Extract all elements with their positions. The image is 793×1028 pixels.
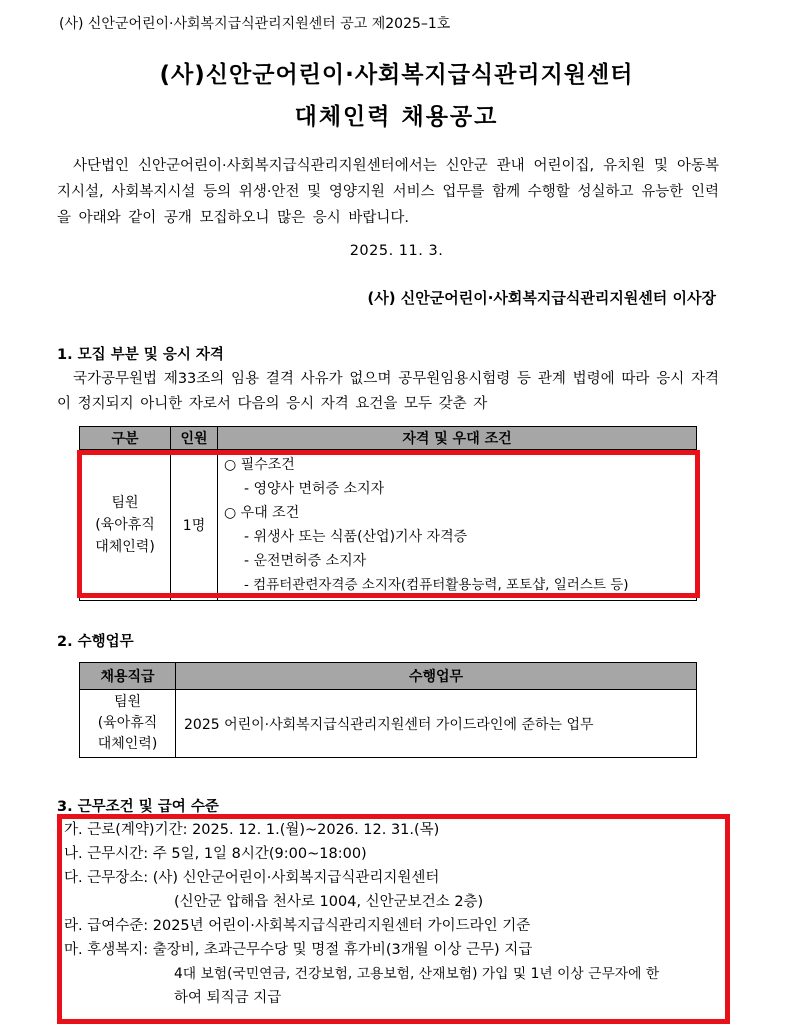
col-header-category: 구분 — [80, 427, 171, 450]
category-line: (육아휴직 — [95, 517, 155, 533]
condition-label: 라. 급여수준: — [64, 918, 149, 934]
preferred-item: - 위생사 또는 식품(산업)기사 자격증 — [244, 529, 468, 545]
page-title: (사)신안군어린이·사회복지급식관리지원센터 — [159, 62, 634, 88]
position-line: 대체인력) — [97, 736, 158, 752]
position-line: (육아휴직 — [97, 715, 158, 731]
condition-value: 주 5일, 1일 8시간(9:00~18:00) — [152, 846, 367, 862]
condition-value: 2025년 어린이·사회복지급식관리지원센터 가이드라인 기준 — [152, 918, 531, 934]
section2-heading: 2. 수행업무 — [57, 634, 134, 650]
preferred-title: ○ 우대 조건 — [224, 505, 300, 521]
section1-text: 국가공무원법 제33조의 임용 결격 사유가 없으며 공무원임용시험령 등 관계 법령에 따라 응시 자격이 정지되지 아니한 자로서 다음의 응시 자격 요건을 모두 갖춘 자 — [57, 371, 719, 412]
preferred-item: - 운전면허증 소지자 — [244, 553, 367, 569]
condition-label: 나. 근무시간: — [64, 846, 149, 862]
condition-label: 마. 후생복지: — [64, 942, 149, 958]
category-line: 대체인력) — [95, 539, 155, 555]
notice-number: (사) 신안군어린이·사회복지급식관리지원센터 공고 제2025–1호 — [59, 16, 451, 32]
required-title: ○ 필수조건 — [224, 457, 295, 473]
condition-location-address: (신안군 압해읍 천사로 1004, 신안군보건소 2층) — [174, 894, 484, 910]
condition-value: 출장비, 초과근무수당 및 명절 휴가비(3개월 이상 근무) 지급 — [152, 942, 533, 958]
highlight-box-qualification — [77, 450, 700, 598]
category-line: 팀원 — [111, 495, 139, 511]
required-item: - 영양사 면허증 소지자 — [244, 481, 385, 497]
announcement-date: 2025. 11. 3. — [349, 243, 444, 259]
preferred-item: - 컴퓨터관련자격증 소지자(컴퓨터활용능력, 포토샵, 일러스트 등) — [244, 577, 629, 593]
section1-heading: 1. 모집 부분 및 응시 자격 — [57, 347, 224, 363]
condition-value: 2025. 12. 1.(월)~2026. 12. 31.(목) — [192, 822, 440, 838]
page-subtitle: 대체인력 채용공고 — [294, 104, 499, 130]
condition-welfare-cont: 하여 퇴직금 지급 — [174, 990, 282, 1006]
duty-cell: 2025 어린이·사회복지급식관리지원센터 가이드라인에 준하는 업무 — [176, 690, 697, 758]
signature: (사) 신안군어린이·사회복지급식관리지원센터 이사장 — [367, 289, 716, 307]
intro-paragraph: 사단법인 신안군어린이·사회복지급식관리지원센터에서는 신안군 관내 어린이집, 유치원 및 아동복지시설, 사회복지시설 등의 위생·안전 및 영양지원 서비스 업무를 함께 수행할 성실하고 유능한 인력을 아래와 같이 공개 모집하오니 많은 응시 바랍니다. — [57, 158, 719, 226]
condition-welfare-cont: 4대 보험(국민연금, 건강보험, 고용보험, 산재보험) 가입 및 1년 이상 근무자에 한 — [174, 966, 660, 982]
condition-label: 가. 근로(계약)기간: — [64, 822, 188, 838]
condition-value: (사) 신안군어린이·사회복지급식관리지원센터 — [152, 870, 440, 886]
position-cell — [80, 690, 176, 758]
col-header-count: 인원 — [171, 427, 218, 450]
position-line: 팀원 — [113, 694, 142, 710]
col-header-position: 채용직급 — [80, 663, 176, 690]
col-header-duty: 수행업무 — [176, 663, 697, 690]
condition-label: 다. 근무장소: — [64, 870, 149, 886]
section3-heading: 3. 근무조건 및 급여 수준 — [57, 799, 219, 815]
duty-table — [79, 662, 697, 758]
col-header-qualification: 자격 및 우대 조건 — [218, 427, 697, 450]
highlight-box-conditions — [57, 814, 730, 1024]
count-cell: 1명 — [171, 450, 218, 601]
